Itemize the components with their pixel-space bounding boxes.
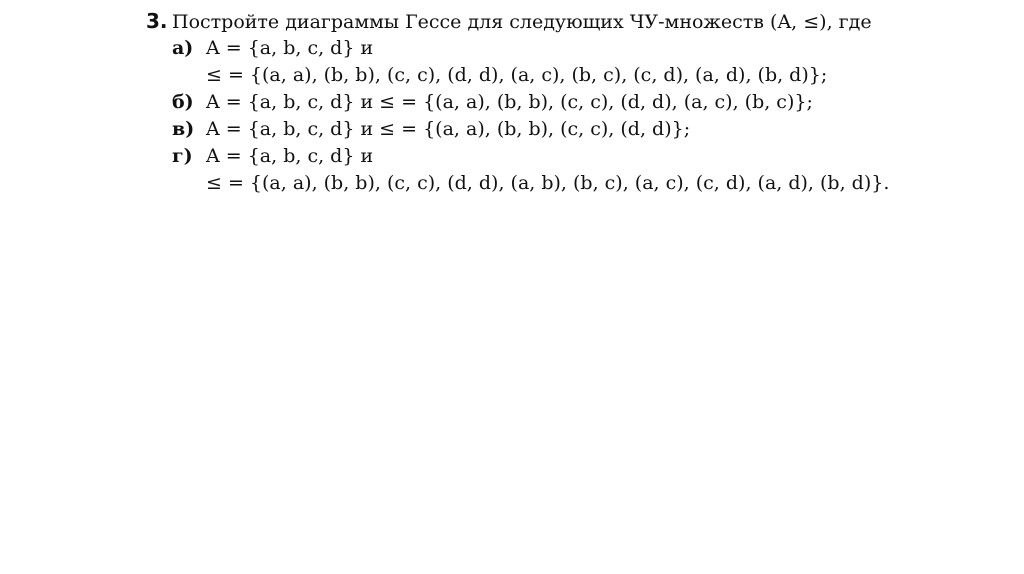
subproblem-line: A = {a, b, c, d} и ≤ = {(a, a), (b, b), (c, c), (d, d), (a, c), (b, c)};	[206, 91, 813, 113]
subproblem-letter: а)	[172, 37, 194, 59]
problem-statement-line	[146, 8, 1006, 35]
subproblem-body	[206, 116, 690, 143]
problem-statement: Постройте диаграммы Гессе для следующих ЧУ-множеств (A, ≤), где	[172, 11, 872, 33]
problem-number: 3.	[146, 9, 168, 33]
subproblem-a	[146, 35, 1006, 89]
problem-block	[146, 8, 1006, 197]
subproblem-body	[206, 35, 827, 89]
subproblem-letter: г)	[172, 145, 193, 167]
subproblem-body	[206, 143, 889, 197]
subproblem-line: ≤ = {(a, a), (b, b), (c, c), (d, d), (a, c), (b, c), (c, d), (a, d), (b, d)};	[206, 64, 828, 86]
subproblem-letter: в)	[172, 118, 195, 140]
subproblem-body	[206, 89, 813, 116]
subproblem-line: A = {a, b, c, d} и	[206, 37, 374, 59]
subproblem-letter: б)	[172, 91, 194, 113]
subproblem-line: A = {a, b, c, d} и	[206, 145, 374, 167]
subproblem-line: A = {a, b, c, d} и ≤ = {(a, a), (b, b), (c, c), (d, d)};	[206, 118, 691, 140]
subproblem-g	[146, 143, 1006, 197]
subproblem-b	[146, 89, 1006, 116]
subproblem-line: ≤ = {(a, a), (b, b), (c, c), (d, d), (a, b), (b, c), (a, c), (c, d), (a, d), (b, d)}.	[206, 172, 890, 194]
subproblem-v	[146, 116, 1006, 143]
